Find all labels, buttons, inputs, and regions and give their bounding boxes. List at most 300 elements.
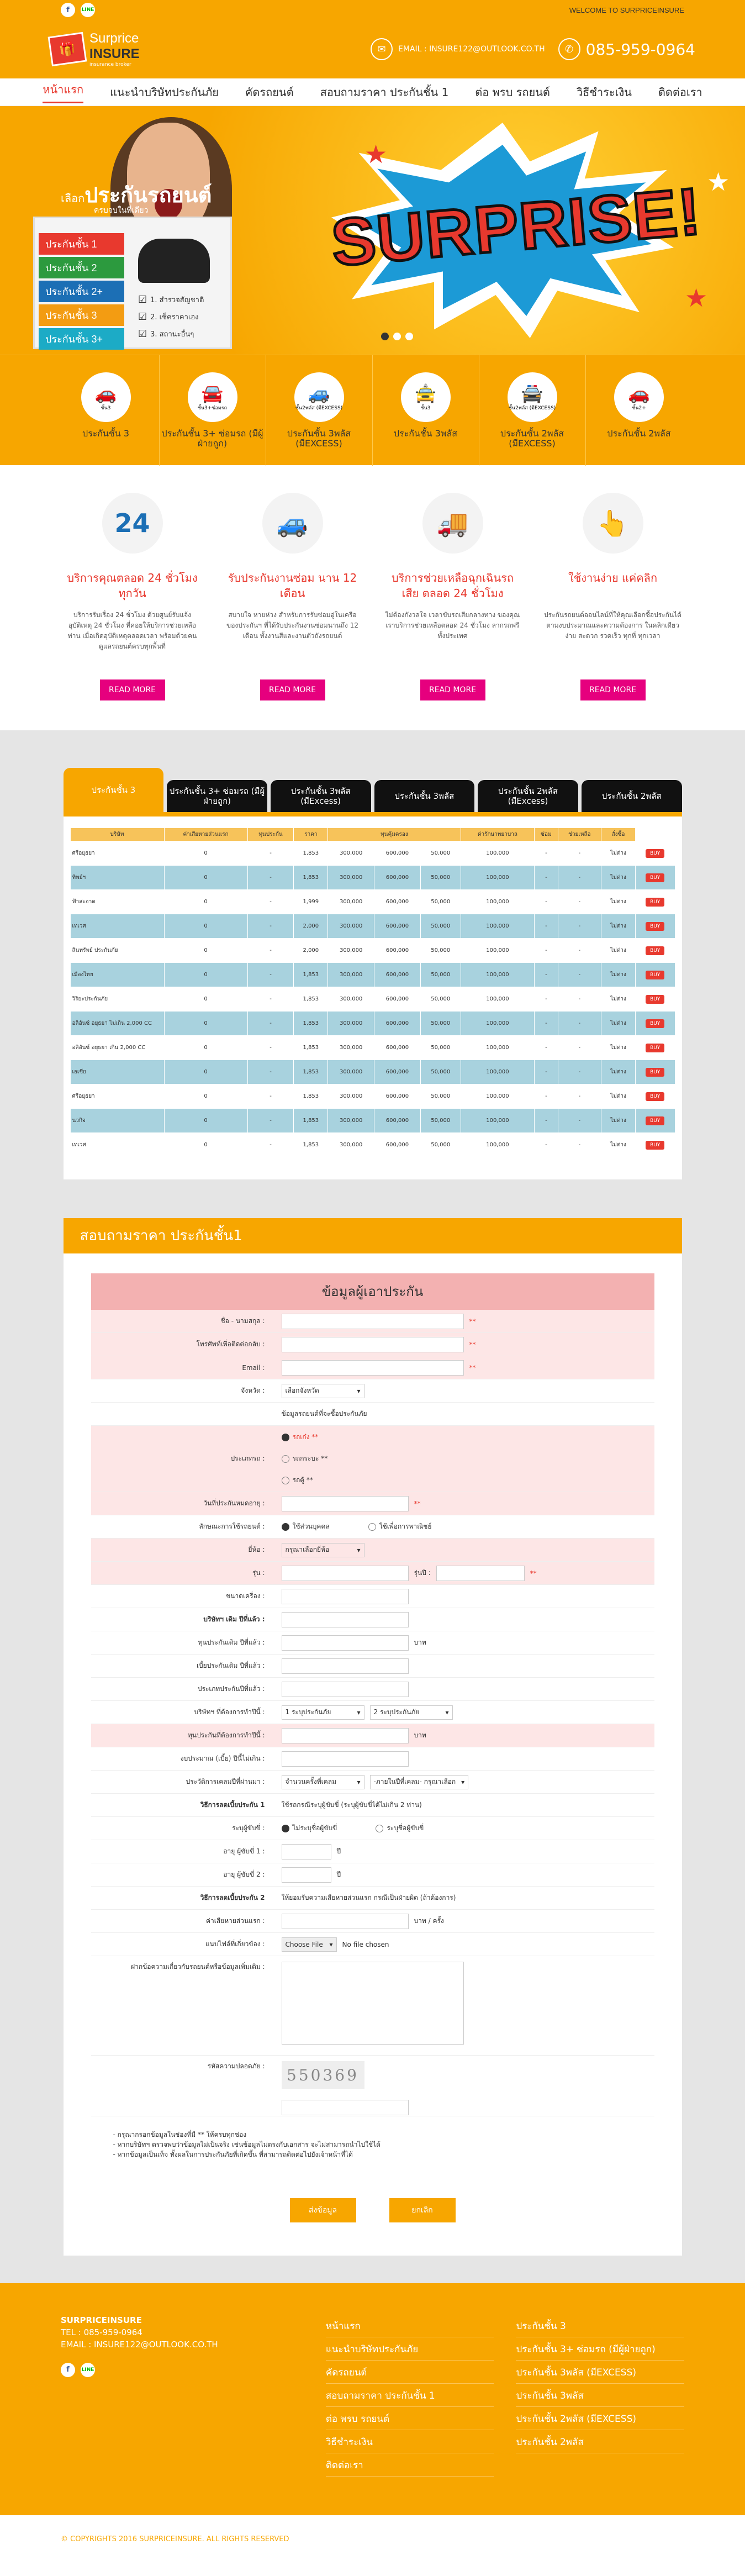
- table-cell: 1,853: [294, 1012, 328, 1036]
- table-cell: อลิอันซ์ อยุธยา ไม่เกิน 2,000 CC: [70, 1012, 164, 1036]
- table-cell: 0: [164, 841, 247, 866]
- clock-24-icon: 24: [102, 493, 163, 554]
- table-cell: -: [535, 914, 558, 939]
- table-cell: 600,000: [374, 987, 421, 1012]
- captcha-field[interactable]: [282, 2100, 409, 2115]
- company-select-2[interactable]: 2 ระบุประกันภัย ▾: [370, 1705, 453, 1720]
- section-title: วิธีการลดเบี้ยประกัน 2: [200, 1894, 265, 1901]
- table-cell: 100,000: [461, 914, 535, 939]
- table-row: [70, 1036, 675, 1060]
- nav-payment[interactable]: วิธีชำระเงิน: [576, 85, 632, 99]
- table-cell: -: [535, 841, 558, 866]
- field-label: บริษัทฯ เดิม ปีที่แล้ว :: [203, 1615, 265, 1623]
- tab-class2-plus-excess[interactable]: ประกันชั้น 2พลัส (มีExcess): [478, 780, 578, 812]
- table-cell: -: [535, 963, 558, 987]
- footer-link[interactable]: วิธีชำระเงิน: [326, 2430, 494, 2453]
- table-cell: 600,000: [374, 1084, 421, 1109]
- table-cell: 300,000: [328, 1084, 374, 1109]
- table-cell: 0: [164, 1109, 247, 1133]
- table-cell: ไม่ต่าง: [601, 987, 636, 1012]
- product-strip: [0, 355, 745, 465]
- table-cell: 100,000: [461, 1036, 535, 1060]
- tab-class3-plus-excess[interactable]: ประกันชั้น 3พลัส (มีExcess): [271, 780, 371, 812]
- field-label: ประเภทรถ :: [230, 1455, 265, 1462]
- header-contact: [371, 38, 695, 60]
- rate-table-container: [64, 812, 682, 1179]
- table-cell: -: [535, 1060, 558, 1084]
- buy-button[interactable]: BUY: [646, 1141, 664, 1150]
- star-icon: ★: [685, 283, 708, 313]
- field-label: รุ่นปี :: [414, 1569, 431, 1577]
- table-cell: -: [535, 1036, 558, 1060]
- car-icon: 🚔 ชั้น2พลัส (มีEXCESS): [508, 372, 557, 422]
- car-type-radio[interactable]: รถเก๋ง **: [282, 1432, 319, 1442]
- table-cell: -: [558, 1133, 601, 1157]
- car-icon: [138, 239, 210, 283]
- table-cell: 100,000: [461, 1109, 535, 1133]
- product-label: ประกันชั้น 2พลัส: [607, 428, 671, 439]
- want-sum-field[interactable]: [282, 1728, 409, 1743]
- buy-button[interactable]: BUY: [646, 946, 664, 955]
- excess-field[interactable]: [282, 1914, 409, 1929]
- field-label: อายุ ผู้ขับขี่ 1 :: [223, 1847, 265, 1855]
- table-cell: 100,000: [461, 841, 535, 866]
- buy-button[interactable]: BUY: [646, 1116, 664, 1125]
- car-icon: 🚗 ชั้น3: [81, 372, 131, 422]
- product-item[interactable]: [266, 355, 373, 466]
- footer-tel: TEL : 085-959-0964: [61, 2327, 142, 2337]
- rate-table: [70, 828, 675, 1157]
- table-cell: -: [247, 890, 294, 914]
- province-select[interactable]: เลือกจังหวัด ▾: [282, 1384, 364, 1398]
- table-header: ค่าเสียหายส่วนแรก: [164, 828, 247, 841]
- table-cell: ไม่ต่าง: [601, 963, 636, 987]
- footer-link[interactable]: หน้าแรก: [326, 2314, 494, 2337]
- header-phone[interactable]: 085-959-0964: [585, 40, 695, 59]
- table-cell: 50,000: [420, 1109, 461, 1133]
- product-label: ประกันชั้น 3+ ซ่อมรถ (มีผู้ฝ่ายถูก): [161, 428, 263, 449]
- tow-truck-icon: 🚚: [422, 493, 483, 554]
- phone-field[interactable]: [282, 1337, 464, 1352]
- buy-button[interactable]: BUY: [646, 1019, 664, 1028]
- claim-count-select[interactable]: จำนวนครั้งที่เคลม ▾: [282, 1775, 364, 1789]
- star-icon: ★: [707, 167, 730, 197]
- slider-dot[interactable]: [381, 333, 389, 340]
- table-cell: ศรีอยุธยา: [70, 1084, 164, 1109]
- slider-dots: [381, 333, 413, 340]
- driver2-age-field[interactable]: [282, 1867, 331, 1883]
- table-cell: -: [247, 1133, 294, 1157]
- header-email[interactable]: EMAIL : INSURE122@OUTLOOK.CO.TH: [398, 45, 545, 54]
- table-cell: 50,000: [420, 914, 461, 939]
- table-cell: 0: [164, 1060, 247, 1084]
- form-note: - กรุณากรอกข้อมูลในช่องที่มี ** ให้ครบทุกช่อง: [113, 2131, 247, 2138]
- product-item[interactable]: [53, 355, 160, 466]
- field-label: โทรศัพท์เพื่อติดต่อกลับ :: [196, 1340, 265, 1348]
- table-cell: ไม่ต่าง: [601, 866, 636, 890]
- tab-class2-plus[interactable]: ประกันชั้น 2พลัส: [582, 780, 682, 812]
- welcome-text: WELCOME TO SURPRICEINSURE: [569, 6, 684, 14]
- field-label: ระบุผู้ขับขี่ :: [232, 1824, 265, 1832]
- table-cell: 1,853: [294, 987, 328, 1012]
- slider-dot[interactable]: [405, 333, 413, 340]
- choose-file-button[interactable]: Choose File ▾: [282, 1937, 337, 1952]
- budget-field[interactable]: [282, 1751, 409, 1767]
- table-row: [70, 914, 675, 939]
- car-type-radio[interactable]: รถกระบะ **: [282, 1453, 328, 1464]
- table-cell: 2,000: [294, 939, 328, 963]
- main-nav: [0, 78, 745, 106]
- table-cell: -: [535, 890, 558, 914]
- read-more-button[interactable]: READ MORE: [580, 679, 646, 700]
- table-cell: 0: [164, 1036, 247, 1060]
- table-row: [70, 1109, 675, 1133]
- field-label: ชื่อ - นามสกุล :: [220, 1317, 265, 1325]
- reset-button[interactable]: ยกเลิก: [389, 2198, 456, 2222]
- table-cell: -: [535, 1133, 558, 1157]
- table-cell: 300,000: [328, 939, 374, 963]
- field-label: อายุ ผู้ขับขี่ 2 :: [223, 1871, 265, 1878]
- table-cell: 300,000: [328, 1036, 374, 1060]
- table-cell: 600,000: [374, 1012, 421, 1036]
- table-cell: 50,000: [420, 1012, 461, 1036]
- table-cell: 50,000: [420, 1133, 461, 1157]
- table-row: [70, 841, 675, 866]
- service-text: สบายใจ หายห่วง สำหรับการรับซ่อมอู่ในเครือ ของประกันฯ ที่ได้รับประกันงานซ่อมนานถึง 12 เดือน ทั้งงานสีและงานตัวถังรถยนต์: [226, 611, 358, 640]
- table-cell: 600,000: [374, 914, 421, 939]
- table-cell: 50,000: [420, 841, 461, 866]
- table-cell: -: [558, 841, 601, 866]
- table-row: [70, 890, 675, 914]
- field-label: แนบไฟล์ที่เกี่ยวข้อง :: [205, 1940, 265, 1948]
- top-bar: [0, 0, 745, 20]
- logo-line2: INSURE: [89, 46, 140, 61]
- buy-button[interactable]: BUY: [646, 971, 664, 979]
- buy-button[interactable]: BUY: [646, 922, 664, 931]
- footer-link[interactable]: สอบถามราคา ประกันชั้น 1: [326, 2384, 494, 2407]
- check-item: ☑ 3. สถานะอื่นๆ: [138, 328, 204, 340]
- table-row: [70, 987, 675, 1012]
- tab-class3[interactable]: ประกันชั้น 3: [64, 768, 164, 812]
- footer-link[interactable]: ประกันชั้น 3+ ซ่อมรถ (มีผู้ฝ่ายถูก): [516, 2337, 684, 2361]
- usage-radio[interactable]: ใช้เพื่อการพาณิชย์: [368, 1521, 432, 1532]
- table-cell: -: [558, 1012, 601, 1036]
- section-note: ใช้รถกรณีระบุผู้ขับขี่ (ระบุผู้ขับขี่ได้ไม่เกิน 2 ท่าน): [281, 1801, 422, 1809]
- table-cell: 1,853: [294, 1036, 328, 1060]
- nav-cars[interactable]: คัดรถยนต์: [245, 85, 294, 99]
- service-title: รับประกันงานซ่อม นาน 12 เดือน: [228, 571, 357, 600]
- old-sum-field[interactable]: [282, 1635, 409, 1651]
- table-header: ซ่อม: [535, 828, 558, 841]
- rate-tabs: [64, 780, 682, 812]
- car-type-radio[interactable]: รถตู้ **: [282, 1475, 313, 1485]
- table-cell: 100,000: [461, 866, 535, 890]
- read-more-button[interactable]: READ MORE: [260, 679, 325, 700]
- nav-quote[interactable]: สอบถามราคา ประกันชั้น 1: [320, 85, 449, 99]
- footer-link[interactable]: ติดต่อเรา: [326, 2453, 494, 2477]
- table-cell: 100,000: [461, 939, 535, 963]
- service-card: [384, 493, 522, 730]
- table-cell: -: [535, 866, 558, 890]
- table-header: ช่วยเหลือ: [558, 828, 601, 841]
- service-title: บริการช่วยเหลือฉุกเฉินรถเสีย ตลอด 24 ชั่วโมง: [391, 571, 514, 600]
- table-cell: 100,000: [461, 963, 535, 987]
- service-title: บริการคุณตลอด 24 ชั่วโมง ทุกวัน: [67, 571, 198, 600]
- footer-links-1: [326, 2314, 494, 2515]
- table-cell: -: [558, 914, 601, 939]
- model-field[interactable]: [282, 1566, 409, 1581]
- field-label: วันที่ประกันหมดอายุ :: [203, 1499, 265, 1507]
- table-cell: 600,000: [374, 1133, 421, 1157]
- product-label: ประกันชั้น 3พลัส: [393, 428, 458, 439]
- field-label: บริษัทฯ ที่ต้องการทำปีนี้ :: [194, 1708, 265, 1716]
- table-cell: ไม่ต่าง: [601, 1133, 636, 1157]
- driver-radio[interactable]: ไม่ระบุชื่อผู้ขับขี่: [282, 1823, 337, 1834]
- line-icon[interactable]: LINE: [81, 3, 95, 17]
- product-label: ประกันชั้น 3: [82, 428, 130, 439]
- table-cell: 0: [164, 1084, 247, 1109]
- field-label: งบประมาณ (เบี้ย) ปีนี้ไม่เกิน :: [180, 1755, 265, 1762]
- form-note: - หากบริษัทฯ ตรวจพบว่าข้อมูลไม่เป็นจริง เช่นข้อมูลไม่ตรงกับเอกสาร จะไม่สามารถนำไปใช้ได้: [113, 2141, 381, 2148]
- field-label: ฝากข้อความเกี่ยวกับรถยนต์หรือข้อมูลเพิ่มเติม :: [131, 1963, 265, 1971]
- form-note: - หากข้อมูลเป็นเท็จ ทั้งผลในการประกันภัยที่เกิดขึ้น ที่สามารถติดต่อไปยังเจ้าหน้าที่ได้: [113, 2151, 353, 2158]
- tab-class3-plus-repair[interactable]: ประกันชั้น 3+ ซ่อมรถ (มีผู้ฝ่ายถูก): [167, 780, 267, 812]
- buy-button[interactable]: BUY: [646, 849, 664, 858]
- table-cell: 50,000: [420, 987, 461, 1012]
- table-cell: 100,000: [461, 987, 535, 1012]
- table-cell: ไม่ต่าง: [601, 914, 636, 939]
- company-select-1[interactable]: 1 ระบุประกันภัย ▾: [282, 1705, 364, 1720]
- table-cell: ฟ้าสะอาด: [70, 890, 164, 914]
- field-label: รุ่น :: [252, 1569, 265, 1577]
- car-icon: 🚗 ชั้น2+: [614, 372, 664, 422]
- engine-size-field[interactable]: [282, 1589, 409, 1604]
- table-cell: 100,000: [461, 890, 535, 914]
- table-cell: ศรีอยุธยา: [70, 841, 164, 866]
- table-cell: -: [535, 1109, 558, 1133]
- facebook-icon[interactable]: f: [61, 3, 75, 17]
- table-cell: 100,000: [461, 1133, 535, 1157]
- table-cell: 1,853: [294, 841, 328, 866]
- table-cell: 1,999: [294, 890, 328, 914]
- hero-tag: ประกันชั้น 1: [39, 233, 124, 255]
- footer-link[interactable]: ต่อ พรบ รถยนต์: [326, 2407, 494, 2430]
- old-company-field[interactable]: [282, 1612, 409, 1627]
- hero-tag: ประกันชั้น 3: [39, 304, 124, 326]
- table-cell: เมืองไทย: [70, 963, 164, 987]
- field-label: เบี้ยประกันเดิม ปีที่แล้ว :: [196, 1662, 265, 1669]
- service-card: [544, 493, 682, 730]
- buy-button[interactable]: BUY: [646, 1044, 664, 1052]
- table-cell: 300,000: [328, 1109, 374, 1133]
- table-cell: -: [558, 987, 601, 1012]
- hero-tags: [39, 233, 124, 352]
- star-icon: ★: [364, 139, 388, 169]
- table-cell: 50,000: [420, 866, 461, 890]
- logo[interactable]: [50, 31, 140, 67]
- table-cell: 50,000: [420, 1084, 461, 1109]
- footer-company: SURPRICEINSURE: [61, 2315, 142, 2325]
- form-notes: [113, 2130, 654, 2159]
- table-cell: 600,000: [374, 939, 421, 963]
- footer-link[interactable]: ประกันชั้น 3พลัส (มีEXCESS): [516, 2361, 684, 2384]
- table-cell: 100,000: [461, 1060, 535, 1084]
- footer-link[interactable]: ประกันชั้น 3: [516, 2314, 684, 2337]
- facebook-icon[interactable]: f: [61, 2363, 75, 2377]
- product-item[interactable]: [586, 355, 693, 466]
- table-cell: ไม่ต่าง: [601, 1060, 636, 1084]
- table-cell: ทิพย์ฯ: [70, 866, 164, 890]
- table-cell: ไม่ต่าง: [601, 1036, 636, 1060]
- table-cell: นวกิจ: [70, 1109, 164, 1133]
- expiry-date-field[interactable]: [282, 1496, 409, 1511]
- email-field[interactable]: [282, 1360, 464, 1376]
- hero-banner: [0, 106, 745, 355]
- usage-radio[interactable]: ใช้ส่วนบุคคล: [282, 1521, 330, 1532]
- name-field[interactable]: [282, 1314, 464, 1329]
- gray-section: [0, 730, 745, 2283]
- buy-button[interactable]: BUY: [646, 1068, 664, 1077]
- nav-renew[interactable]: ต่อ พรบ รถยนต์: [475, 85, 550, 99]
- table-cell: -: [247, 963, 294, 987]
- nav-companies[interactable]: แนะนำบริษัทประกันภัย: [110, 85, 219, 99]
- table-cell: 0: [164, 1012, 247, 1036]
- header: [0, 20, 745, 78]
- buy-button[interactable]: BUY: [646, 995, 664, 1004]
- table-cell: เทเวศ: [70, 914, 164, 939]
- table-cell: -: [247, 914, 294, 939]
- tab-class3-plus[interactable]: ประกันชั้น 3พลัส: [374, 780, 475, 812]
- line-icon[interactable]: LINE: [81, 2363, 95, 2377]
- table-cell: เอเชีย: [70, 1060, 164, 1084]
- hero-board-title: เลือกประกันรถยนต์: [61, 184, 212, 207]
- prev-type-field[interactable]: [282, 1682, 409, 1697]
- logo-line1: Surprice: [89, 31, 139, 46]
- car-crash-icon: 🚘 ชั้น3+ซ่อมรถ: [188, 372, 237, 422]
- table-cell: -: [247, 1084, 294, 1109]
- table-row: [70, 1133, 675, 1157]
- table-cell: 600,000: [374, 866, 421, 890]
- model-year-field[interactable]: [436, 1566, 525, 1581]
- service-card: [64, 493, 202, 730]
- table-cell: ไม่ต่าง: [601, 1012, 636, 1036]
- field-label: ประเภทประกันปีที่แล้ว :: [197, 1685, 265, 1693]
- product-label: ประกันชั้น 3พลัส (มีEXCESS): [287, 428, 351, 449]
- rate-table-body: [70, 841, 675, 1157]
- table-cell: 50,000: [420, 1036, 461, 1060]
- section-title: วิธีการลดเบี้ยประกัน 1: [200, 1801, 265, 1809]
- table-header: ทุนคุ้มครอง: [328, 828, 461, 841]
- table-cell: -: [558, 890, 601, 914]
- car-info-note: ข้อมูลรถยนต์ที่จะซื้อประกันภัย: [281, 1410, 367, 1418]
- table-cell: 300,000: [328, 890, 374, 914]
- footer-link[interactable]: ประกันชั้น 2พลัส (มีEXCESS): [516, 2407, 684, 2430]
- buy-button[interactable]: BUY: [646, 873, 664, 882]
- old-premium-field[interactable]: [282, 1658, 409, 1674]
- table-cell: -: [558, 1109, 601, 1133]
- message-textarea[interactable]: [282, 1962, 464, 2045]
- table-cell: -: [558, 866, 601, 890]
- rates-panel: [64, 780, 682, 1179]
- table-cell: -: [247, 841, 294, 866]
- table-cell: 50,000: [420, 963, 461, 987]
- table-cell: 300,000: [328, 1060, 374, 1084]
- quote-form-title: สอบถามราคา ประกันชั้น1: [64, 1218, 682, 1253]
- field-label: ทุนประกันเดิม ปีที่แล้ว :: [198, 1639, 265, 1646]
- buy-button[interactable]: BUY: [646, 1092, 664, 1101]
- nav-home[interactable]: หน้าแรก: [43, 81, 83, 103]
- read-more-button[interactable]: READ MORE: [100, 679, 165, 700]
- field-label: Email :: [242, 1363, 265, 1372]
- nav-contact[interactable]: ติดต่อเรา: [658, 85, 702, 99]
- table-cell: 100,000: [461, 1012, 535, 1036]
- field-label: ทุนประกันที่ต้องการทำปีนี้ :: [187, 1731, 265, 1739]
- read-more-button[interactable]: READ MORE: [420, 679, 485, 700]
- table-cell: 600,000: [374, 963, 421, 987]
- table-cell: 300,000: [328, 963, 374, 987]
- table-cell: -: [247, 1036, 294, 1060]
- table-row: [70, 939, 675, 963]
- footer-link[interactable]: คัดรถยนต์: [326, 2361, 494, 2384]
- footer-link[interactable]: ประกันชั้น 3พลัส: [516, 2384, 684, 2407]
- product-item[interactable]: [479, 355, 586, 466]
- product-item[interactable]: [160, 355, 266, 466]
- table-cell: -: [247, 866, 294, 890]
- service-text: ไม่ต้องกังวลใจ เวลาขับรถเสียกลางทาง ของคุณเราบริการช่วยเหลือตลอด 24 ชั่วโมง ลากรถฟรีทั้งประเทศ: [385, 611, 520, 640]
- table-row: [70, 866, 675, 890]
- submit-button[interactable]: ส่งข้อมูล: [290, 2198, 356, 2222]
- product-label: ประกันชั้น 2พลัส (มีEXCESS): [500, 428, 564, 449]
- table-cell: ไม่ต่าง: [601, 890, 636, 914]
- table-row: [70, 1060, 675, 1084]
- table-cell: 2,000: [294, 914, 328, 939]
- form-subtitle: ข้อมูลผู้เอาประกัน: [91, 1273, 654, 1310]
- slider-dot[interactable]: [393, 333, 401, 340]
- driver1-age-field[interactable]: [282, 1844, 331, 1859]
- table-cell: เทเวศ: [70, 1133, 164, 1157]
- table-cell: 0: [164, 1133, 247, 1157]
- driver-radio[interactable]: ระบุชื่อผู้ขับขี่: [376, 1823, 424, 1834]
- table-cell: 600,000: [374, 1060, 421, 1084]
- footer-link[interactable]: ประกันชั้น 2พลัส: [516, 2430, 684, 2453]
- table-cell: -: [535, 1012, 558, 1036]
- table-cell: -: [535, 1084, 558, 1109]
- claim-year-select[interactable]: -ภายในปีที่เคลม- กรุณาเลือก ▾: [370, 1775, 469, 1789]
- check-item: ☑ 2. เช็คราคาเอง: [138, 311, 204, 323]
- table-cell: 300,000: [328, 914, 374, 939]
- footer-links-2: [516, 2314, 684, 2515]
- table-cell: ไม่ต่าง: [601, 939, 636, 963]
- table-cell: -: [247, 939, 294, 963]
- footer-link[interactable]: แนะนำบริษัทประกันภัย: [326, 2337, 494, 2361]
- table-row: [70, 1084, 675, 1109]
- logo-line3: insurance broker: [89, 62, 131, 67]
- table-cell: 0: [164, 987, 247, 1012]
- table-cell: วิริยะประกันภัย: [70, 987, 164, 1012]
- field-label: ลักษณะการใช้รถยนต์ :: [199, 1523, 265, 1530]
- table-row: [70, 1012, 675, 1036]
- table-cell: -: [535, 987, 558, 1012]
- table-cell: อลิอันซ์ อยุธยา เกิน 2,000 CC: [70, 1036, 164, 1060]
- brand-select[interactable]: กรุณาเลือกยี่ห้อ ▾: [282, 1543, 364, 1557]
- hero-tag: ประกันชั้น 2+: [39, 281, 124, 302]
- table-cell: 300,000: [328, 1012, 374, 1036]
- buy-button[interactable]: BUY: [646, 898, 664, 907]
- table-cell: 50,000: [420, 890, 461, 914]
- table-cell: สินทรัพย์ ประกันภัย: [70, 939, 164, 963]
- table-row: [70, 963, 675, 987]
- product-item[interactable]: [373, 355, 479, 466]
